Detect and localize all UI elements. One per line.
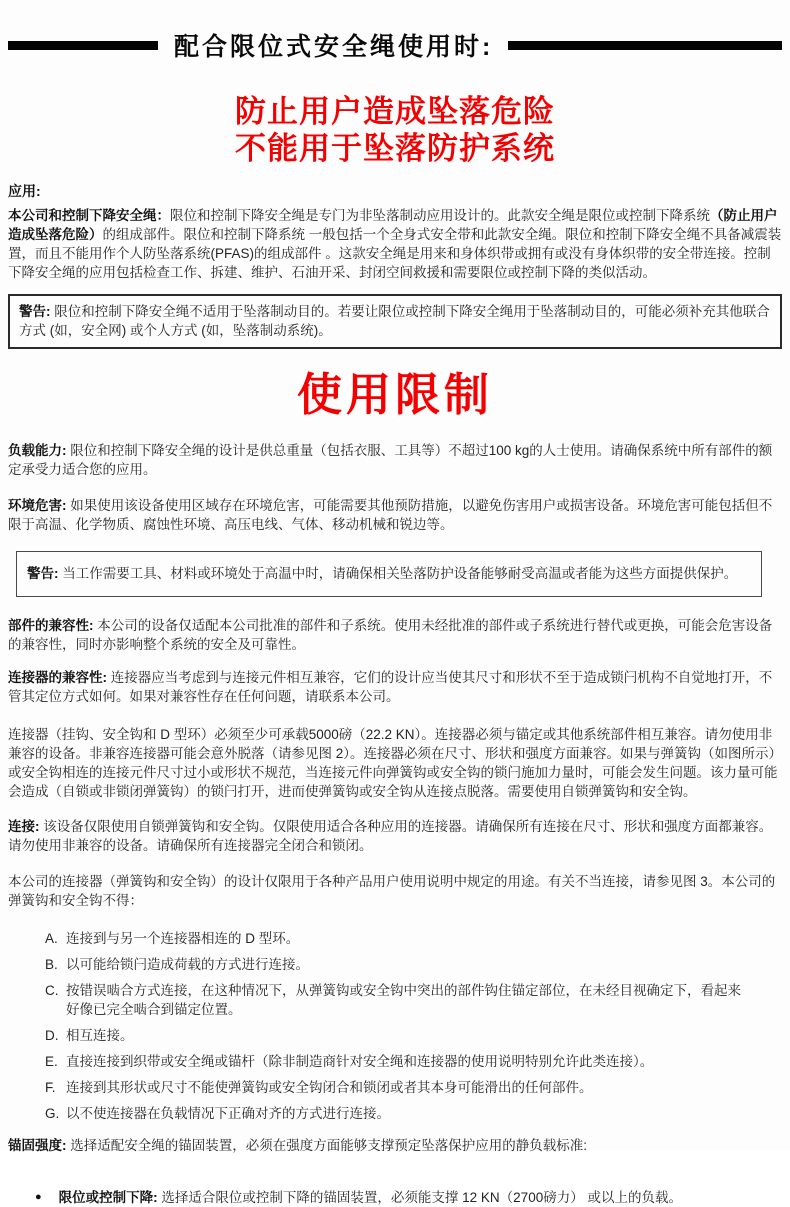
alert-line-1: 防止用户造成坠落危险 bbox=[235, 94, 555, 129]
connection-text: 该设备仅限使用自锁弹簧钩和安全钩。仅限使用适合各种应用的连接器。请确保所有连接在尺寸、形状和强度方面都兼容。请勿使用非兼容的设备。请确保所有连接器完全闭合和锁闭。 bbox=[8, 819, 773, 853]
warning-1-label: 警告: bbox=[19, 304, 51, 319]
load-capacity-text: 限位和控制下降安全绳的设计是供总重量（包括衣服、工具等）不超过100 kg的人士使用。请确保系统中所有部件的额定承受力适合您的应用。 bbox=[8, 443, 773, 477]
connection-label: 连接: bbox=[8, 819, 40, 834]
warning-2-text: 当工作需要工具、材料或环境处于高温中时，请确保相关坠落防护设备能够耐受高温或者能为这些方面提供保护。 bbox=[58, 566, 738, 581]
connector-strength-paragraph: 连接器（挂钩、安全钩和 D 型环）必须至少可承载5000磅（22.2 KN）。连接器必须与锚定或其他系统部件相互兼容。请勿使用非兼容的设备。非兼容连接器可能会意外脱落（请参见图 2）。连接器必须在尺寸、形状和强度方面兼容。如果与弹簧钩（如图所示）或安全钩相连的连接元件尺寸过小或形状不规范，当连接元件向弹簧钩或安全钩的锁闩施加力量时，可能会发生问题。该力量可能会造成（自锁或非锁闭弹簧钩）的锁闩打开，进而使弹簧钩或安全钩从连接点脱落。需要使用自锁弹簧钩和安全钩。 bbox=[8, 727, 783, 799]
list-item bbox=[45, 929, 782, 948]
list-item bbox=[45, 1078, 782, 1097]
list-item-letter: F. bbox=[45, 1080, 56, 1095]
environmental-hazard-label: 环境危害: bbox=[8, 498, 67, 513]
list-item-text: 以不使连接器在负载情况下正确对齐的方式进行连接。 bbox=[66, 1106, 390, 1121]
application-text-2: 的组成部件。限位和控制下降系统 一般包括一个全身式安全带和此款安全绳。限位和控制下降安全绳不具备减震装置，而且不能用作个人防坠落系统(PFAS)的组成部件 。这款安全绳是用来和身体织带或拥有或没有身体织带的安全带连接。控制下降安全绳的应用包括检查工作、拆建、维护、石油开采、封闭空间救援和需要限位或控制下降的类似活动。 bbox=[8, 227, 782, 280]
list-item-letter: E. bbox=[45, 1054, 58, 1069]
header-rule-left bbox=[8, 41, 158, 50]
application-text-1: 限位和控制下降安全绳是专门为非坠落制动应用设计的。此款安全绳是限位或控制下降系统 bbox=[170, 208, 710, 223]
prohibited-connections-list bbox=[45, 929, 782, 1123]
list-item bbox=[45, 1026, 782, 1045]
anchor-bullet-text: 选择适合限位或控制下降的锚固装置，必须能支撑 12 KN（2700磅力） 或以上的负载。 bbox=[157, 1190, 682, 1205]
anchor-strength-paragraph bbox=[8, 1136, 782, 1155]
anchor-bullet-paragraph bbox=[59, 1188, 682, 1207]
environmental-hazard-paragraph bbox=[8, 496, 782, 534]
list-item-text: 连接到其形状或尺寸不能使弹簧钩或安全钩闭合和锁闭或者其本身可能滑出的任何部件。 bbox=[66, 1080, 593, 1095]
list-item-letter: D. bbox=[45, 1028, 59, 1043]
list-item bbox=[45, 981, 782, 1019]
application-term: 本公司和控制下降安全绳： bbox=[8, 208, 170, 223]
company-connector-paragraph: 本公司的连接器（弹簧钩和安全钩）的设计仅限用于各种产品用户使用说明中规定的用途。有关不当连接，请参见图 3。本公司的弹簧钩和安全钩不得： bbox=[8, 874, 776, 908]
parts-compatibility-text: 本公司的设备仅适配本公司批准的部件和子系统。使用未经批准的部件或子系统进行替代或更换，可能会危害设备的兼容性，同时亦影响整个系统的安全及可靠性。 bbox=[8, 618, 773, 652]
parts-compatibility-paragraph bbox=[8, 616, 782, 654]
connection-paragraph bbox=[8, 817, 782, 855]
list-item bbox=[45, 1104, 782, 1123]
anchor-strength-label: 锚固强度: bbox=[8, 1138, 67, 1153]
list-item-text: 相互连接。 bbox=[66, 1028, 134, 1043]
header-title: 配合限位式安全绳使用时: bbox=[174, 33, 494, 61]
warning-1-text: 限位和控制下降安全绳不适用于坠落制动目的。若要让限位或控制下降安全绳用于坠落制动目的，可能必须补充其他联合方式 (如，安全网) 或个人方式 (如，坠落制动系统)。 bbox=[19, 304, 770, 338]
anchor-strength-text: 选择适配安全绳的锚固装置，必须在强度方面能够支撑预定坠落保护应用的静负载标准: bbox=[66, 1138, 588, 1153]
parts-compatibility-label: 部件的兼容性: bbox=[8, 618, 94, 633]
environmental-hazard-text: 如果使用该设备使用区域存在环境危害，可能需要其他预防措施，以避免伤害用户或损害设备。环境危害可能包括但不限于高温、化学物质、腐蚀性环境、高压电线、气体、移动机械和锐边等。 bbox=[8, 498, 773, 532]
anchor-bullet-label: 限位或控制下降: bbox=[58, 1190, 158, 1205]
application-heading: 应用: bbox=[8, 183, 41, 199]
connector-compatibility-label: 连接器的兼容性: bbox=[8, 670, 107, 685]
list-item-letter: A. bbox=[45, 931, 58, 946]
connector-compatibility-paragraph bbox=[8, 668, 782, 706]
warning-2-label: 警告: bbox=[27, 566, 59, 581]
header-rule-right bbox=[508, 41, 782, 50]
load-capacity-label: 负载能力: bbox=[8, 443, 67, 458]
fall-hazard-alert bbox=[8, 93, 782, 167]
application-bold-parenthetical: （防止用户造成坠落危险） bbox=[8, 208, 778, 242]
warning-box-2 bbox=[16, 551, 762, 597]
application-paragraph bbox=[8, 206, 782, 282]
page-header bbox=[8, 27, 782, 63]
list-item bbox=[45, 955, 782, 974]
load-capacity-paragraph bbox=[8, 441, 782, 479]
bullet-icon: ● bbox=[35, 1191, 42, 1203]
document-body bbox=[8, 182, 782, 1207]
alert-line-2: 不能用于坠落防护系统 bbox=[235, 131, 555, 166]
usage-limits-title: 使用限制 bbox=[296, 369, 493, 420]
list-item-letter: B. bbox=[45, 957, 58, 972]
warning-box-1 bbox=[8, 294, 782, 349]
list-item bbox=[45, 1052, 782, 1071]
connector-compatibility-text: 连接器应当考虑到与连接元件相互兼容，它们的设计应当使其尺寸和形状不至于造成锁闩机构不自觉地打开，不管其定位方式如何。如果对兼容性存在任何问题，请联系本公司。 bbox=[8, 670, 773, 704]
list-item-text: 按错误啮合方式连接，在这种情况下，从弹簧钩或安全钩中突出的部件钩住锚定部位，在未经目视确定下，看起来好像已完全啮合到锚定位置。 bbox=[66, 983, 741, 1017]
list-item-letter: C. bbox=[45, 983, 59, 998]
list-item-text: 以可能给锁闩造成荷载的方式进行连接。 bbox=[66, 957, 309, 972]
list-item-text: 直接连接到织带或安全绳或锚杆（除非制造商针对安全绳和连接器的使用说明特别允许此类连接）。 bbox=[66, 1054, 654, 1069]
list-item-text: 连接到与另一个连接器相连的 D 型环。 bbox=[66, 931, 300, 946]
anchor-bullet-item bbox=[8, 1188, 782, 1207]
list-item-letter: G. bbox=[45, 1106, 60, 1121]
